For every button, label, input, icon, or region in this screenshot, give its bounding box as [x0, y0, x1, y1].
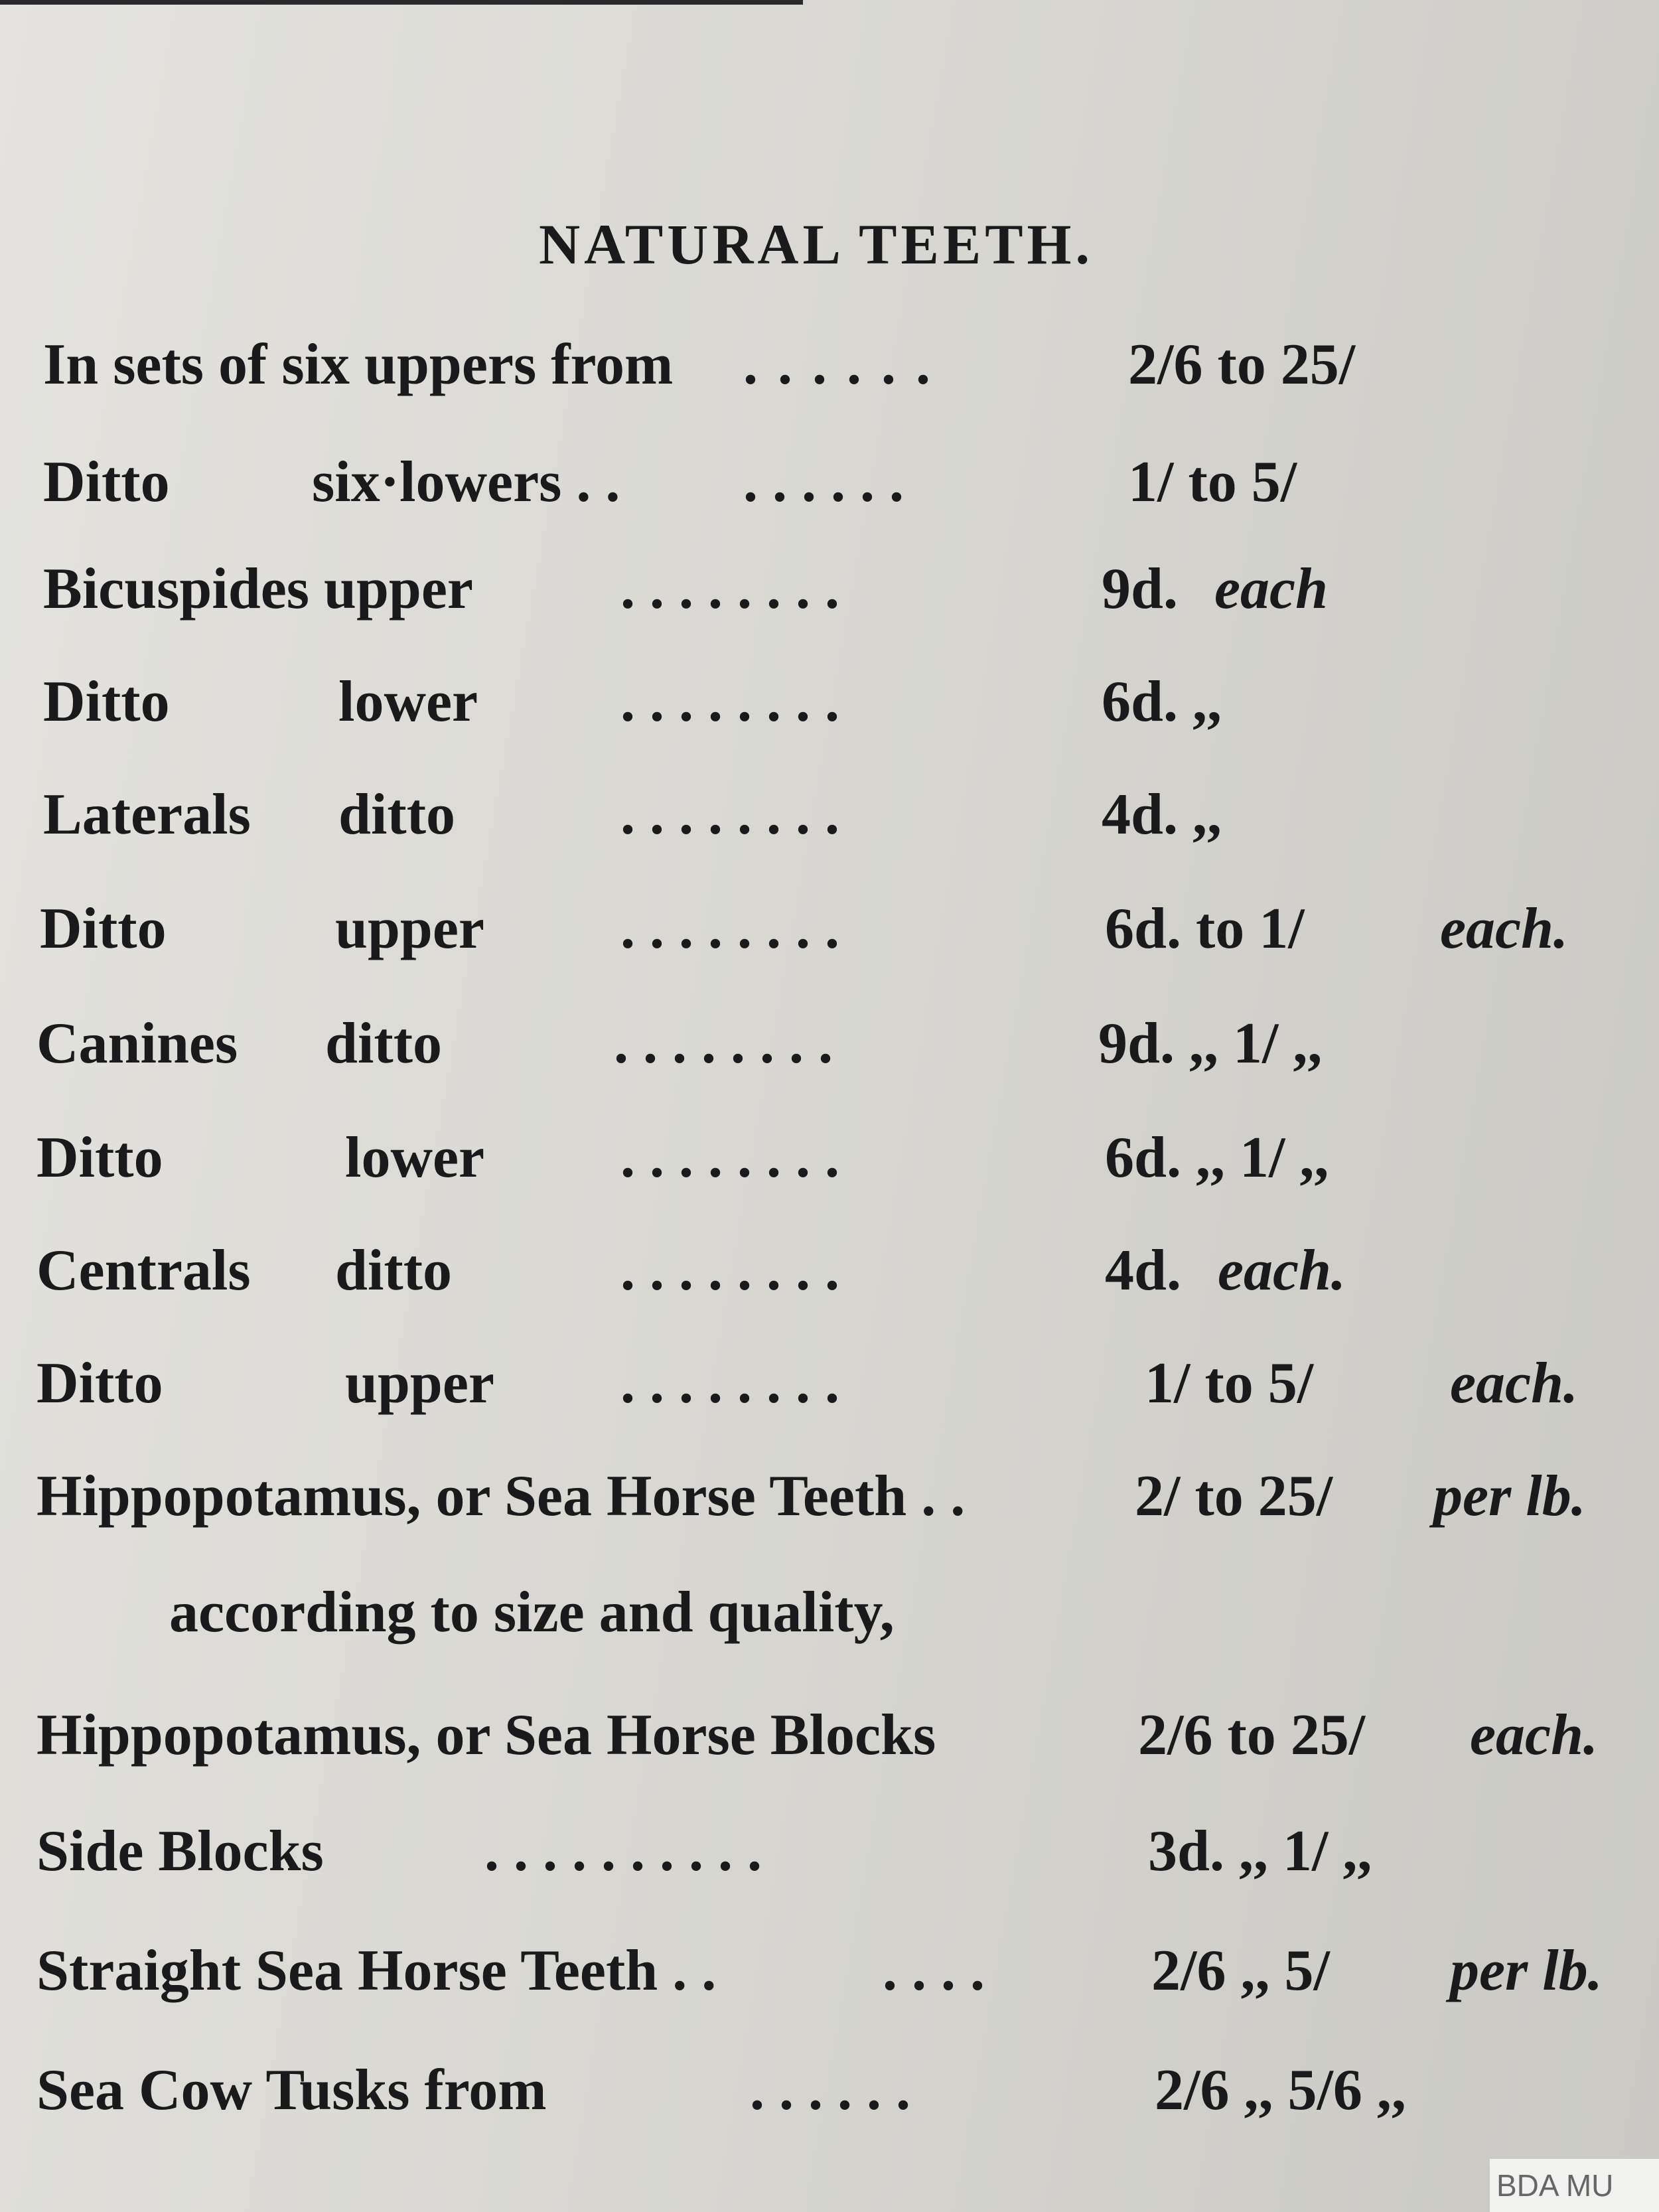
- price-row: [0, 1453, 1659, 1540]
- item-unit: each.: [1440, 897, 1569, 961]
- leader-dots: . . . . . . . .: [620, 1126, 839, 1190]
- item-price: 2/ to 25/: [1135, 1464, 1333, 1528]
- item-price: 9d.: [1102, 557, 1178, 621]
- price-row: [0, 1808, 1659, 1895]
- item-price: 2/6 to 25/: [1138, 1703, 1366, 1767]
- price-row: [0, 1692, 1659, 1779]
- item-qualifier: upper: [345, 1351, 494, 1416]
- item-price: 9d. ,, 1/ ,,: [1098, 1011, 1323, 1076]
- price-row: [0, 886, 1659, 972]
- item-unit: per lb.: [1450, 1939, 1603, 2003]
- leader-dots: . . . . . . . .: [620, 1238, 839, 1303]
- item-name: Straight Sea Horse Teeth . .: [36, 1939, 717, 2003]
- item-price: 6d. ,,: [1102, 670, 1222, 734]
- item-name: In sets of six uppers from: [43, 332, 674, 397]
- watermark-stamp: BDA MU: [1490, 2159, 1659, 2212]
- item-name: Sea Cow Tusks from: [36, 2058, 547, 2122]
- price-row: [0, 322, 1659, 408]
- item-name: Hippopotamus, or Sea Horse Teeth . .: [36, 1464, 966, 1528]
- page-title: NATURAL TEETH.: [539, 212, 1094, 276]
- price-row: [0, 659, 1659, 745]
- item-unit: per lb.: [1433, 1464, 1586, 1528]
- item-price: 6d. ,, 1/ ,,: [1105, 1126, 1329, 1190]
- item-unit: each: [1214, 557, 1329, 621]
- item-qualifier: ditto: [335, 1238, 452, 1303]
- item-unit: each.: [1450, 1351, 1579, 1416]
- leader-dots: . . . . . . . .: [620, 897, 839, 961]
- leader-dots: . . . . . .: [743, 450, 904, 514]
- item-price: 1/ to 5/: [1145, 1351, 1314, 1416]
- item-price: 6d. to 1/: [1105, 897, 1305, 961]
- item-qualifier: ditto: [338, 782, 455, 847]
- price-row: [0, 772, 1659, 858]
- price-row: [0, 1228, 1659, 1314]
- item-name: Ditto: [40, 897, 167, 961]
- leader-dots: . . . . . . . .: [620, 557, 839, 621]
- leader-dots: . . . . . . . .: [614, 1011, 833, 1076]
- item-unit: each.: [1218, 1238, 1346, 1303]
- leader-dots: . . . . . . . . . .: [484, 1819, 762, 1883]
- price-row: [0, 546, 1659, 632]
- item-qualifier: upper: [335, 897, 484, 961]
- item-qualifier: lower: [345, 1126, 485, 1190]
- item-price: 4d. ,,: [1102, 782, 1222, 847]
- item-name: Ditto: [36, 1126, 163, 1190]
- leader-dots: . . . . . .: [743, 332, 933, 397]
- item-price: 4d.: [1105, 1238, 1181, 1303]
- price-row: [0, 1001, 1659, 1087]
- item-qualifier: six·lowers . .: [312, 450, 620, 514]
- item-name: Bicuspides upper: [43, 557, 473, 621]
- item-price: 2/6 ,, 5/6 ,,: [1155, 2058, 1406, 2122]
- leader-dots: . . . . . .: [750, 2058, 910, 2122]
- price-row: [0, 2047, 1659, 2134]
- item-price: 2/6 to 25/: [1128, 332, 1356, 397]
- item-price: 3d. ,, 1/ ,,: [1148, 1819, 1372, 1883]
- item-name: Side Blocks: [36, 1819, 324, 1883]
- item-name: Canines: [36, 1011, 238, 1076]
- price-row: [0, 439, 1659, 526]
- top-rule: [0, 0, 803, 5]
- item-name: Hippopotamus, or Sea Horse Blocks: [36, 1703, 936, 1767]
- item-qualifier: lower: [338, 670, 478, 734]
- leader-dots: . . . . . . . .: [620, 1351, 839, 1416]
- item-qualifier: ditto: [325, 1011, 442, 1076]
- leader-dots: . . . .: [883, 1939, 985, 2003]
- item-name: Ditto: [43, 450, 170, 514]
- item-name: Ditto: [36, 1351, 163, 1416]
- item-note: according to size and quality,: [169, 1580, 895, 1645]
- price-row: [0, 1341, 1659, 1427]
- item-name: Ditto: [43, 670, 170, 734]
- price-row: [0, 1928, 1659, 2014]
- price-row: [0, 1115, 1659, 1201]
- item-unit: each.: [1470, 1703, 1599, 1767]
- item-name: Centrals: [36, 1238, 251, 1303]
- item-price: 2/6 ,, 5/: [1151, 1939, 1330, 2003]
- item-name: Laterals: [43, 782, 251, 847]
- leader-dots: . . . . . . . .: [620, 782, 839, 847]
- item-price: 1/ to 5/: [1128, 450, 1297, 514]
- leader-dots: . . . . . . . .: [620, 670, 839, 734]
